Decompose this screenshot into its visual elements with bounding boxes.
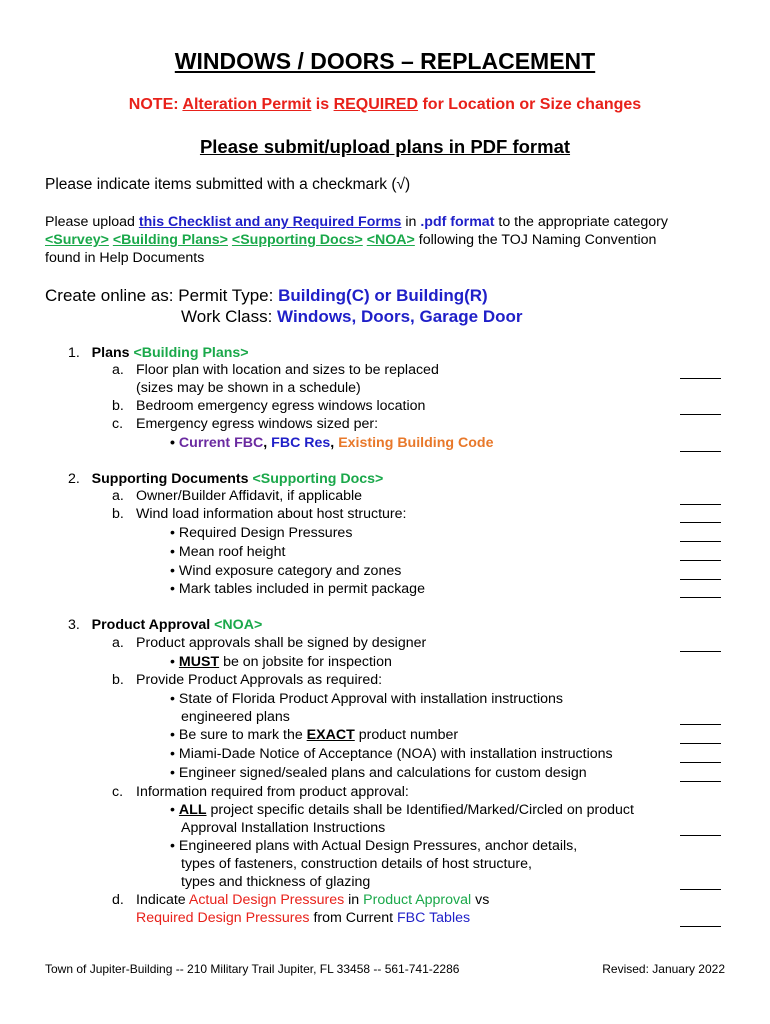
list-item: • Wind exposure category and zones (170, 563, 401, 579)
item-text: Be sure to mark the (178, 727, 307, 743)
checkmark-line[interactable] (680, 451, 721, 452)
item-text: types and thickness of glazing (181, 874, 371, 890)
item-letter: a. (112, 635, 124, 651)
item-text (136, 910, 470, 926)
item-letter: c. (112, 416, 124, 432)
section-title: Product Approval (91, 617, 211, 633)
checkmark-line[interactable] (680, 378, 721, 379)
section-tag: <Building Plans> (133, 345, 249, 361)
checkmark-line[interactable] (680, 781, 721, 782)
work-class-line (181, 307, 522, 327)
checkmark-line[interactable] (680, 560, 721, 561)
item-text: (sizes may be shown in a schedule) (136, 380, 361, 396)
checkmark-line[interactable] (680, 597, 721, 598)
checkmark-line[interactable] (680, 651, 721, 652)
code-bullet (170, 435, 493, 451)
item-text: project specific details shall be Identified/Marked/Circled on product (206, 802, 634, 818)
checkmark-line[interactable] (680, 579, 721, 580)
required-pressures-text: Required Design Pressures (136, 910, 310, 926)
note-is: is (311, 96, 334, 113)
item-text: types of fasteners, construction details of host structure, (181, 856, 532, 872)
list-item (170, 802, 634, 818)
checkmark-line[interactable] (680, 414, 721, 415)
item-text: from Current (309, 910, 398, 926)
note-permit: Alteration Permit (182, 96, 312, 113)
list-item: • Required Design Pressures (170, 525, 352, 541)
item-text: vs (471, 892, 490, 908)
item-text: Indicate (136, 892, 189, 908)
item-text: Product approvals shall be signed by designer (136, 635, 427, 651)
separator: , (263, 435, 272, 451)
section-number: 1. (68, 345, 80, 361)
section-3-heading (68, 617, 262, 633)
section-title: Plans (91, 345, 130, 361)
upload-text: to the appropriate category (494, 214, 668, 230)
section-number: 3. (68, 617, 80, 633)
list-item: • Miami-Dade Notice of Acceptance (NOA) with installation instructions (170, 746, 613, 762)
all-text: ALL (178, 802, 207, 818)
checkmark-line[interactable] (680, 835, 721, 836)
item-letter: a. (112, 488, 124, 504)
upload-text: Please upload (45, 214, 139, 230)
product-approval-text: Product Approval (363, 892, 472, 908)
item-text: Emergency egress windows sized per: (136, 416, 379, 432)
item-letter: a. (112, 362, 124, 378)
item-text: Wind load information about host structure: (136, 506, 407, 522)
work-class-label: Work Class: (181, 307, 278, 326)
section-number: 2. (68, 471, 80, 487)
list-item (170, 654, 392, 670)
section-tag: <Supporting Docs> (252, 471, 384, 487)
building-plans-category-link[interactable]: <Building Plans> (112, 232, 228, 248)
note-lead: NOTE: (128, 96, 183, 113)
item-text (136, 892, 489, 908)
fbc-res-text: FBC Res (271, 435, 331, 451)
survey-category-link[interactable]: <Survey> (45, 232, 109, 248)
item-text: Information required from product approval: (136, 784, 409, 800)
work-class-value: Windows, Doors, Garage Door (277, 307, 523, 326)
footer-revised: Revised: January 2022 (602, 962, 725, 976)
list-item: • Engineer signed/sealed plans and calculations for custom design (170, 765, 587, 781)
permit-type-label: Create online as: Permit Type: (45, 286, 279, 305)
upload-line-2 (45, 232, 656, 248)
upload-text: following the TOJ Naming Convention (414, 232, 657, 248)
checkmark-line[interactable] (680, 724, 721, 725)
supporting-docs-category-link[interactable]: <Supporting Docs> (231, 232, 363, 248)
page-title: WINDOWS / DOORS – REPLACEMENT (174, 48, 596, 74)
item-text: engineered plans (181, 709, 290, 725)
pdf-format-text: .pdf format (420, 214, 495, 230)
checkmark-line[interactable] (680, 522, 721, 523)
existing-code-text: Existing Building Code (338, 435, 494, 451)
footer-address: Town of Jupiter-Building -- 210 Military Trail Jupiter, FL 33458 -- 561-741-2286 (45, 962, 460, 976)
list-item (170, 727, 458, 743)
item-letter: d. (112, 892, 124, 908)
noa-category-link[interactable]: <NOA> (366, 232, 415, 248)
checkmark-instruction: Please indicate items submitted with a checkmark (√) (45, 176, 411, 193)
checkmark-line[interactable] (680, 926, 721, 927)
checkmark-line[interactable] (680, 743, 721, 744)
note-required: REQUIRED (333, 96, 419, 113)
note-tail: for Location or Size changes (418, 96, 642, 113)
item-text: in (344, 892, 364, 908)
alteration-note (0, 96, 770, 114)
item-letter: b. (112, 672, 124, 688)
upload-line-3: found in Help Documents (45, 250, 205, 266)
item-text: product number (354, 727, 459, 743)
pdf-format-heading: Please submit/upload plans in PDF format (199, 136, 571, 157)
list-item: • Engineered plans with Actual Design Pressures, anchor details, (170, 838, 577, 854)
upload-text: in (401, 214, 421, 230)
section-2-heading (68, 471, 383, 487)
fbc-tables-text: FBC Tables (397, 910, 471, 926)
checkmark-line[interactable] (680, 541, 721, 542)
checkmark-line[interactable] (680, 889, 721, 890)
actual-pressures-text: Actual Design Pressures (188, 892, 345, 908)
checkmark-line[interactable] (680, 762, 721, 763)
checkmark-line[interactable] (680, 504, 721, 505)
item-letter: c. (112, 784, 124, 800)
item-text: Owner/Builder Affidavit, if applicable (136, 488, 363, 504)
section-title: Supporting Documents (91, 471, 249, 487)
list-item: • Mean roof height (170, 544, 285, 560)
section-tag: <NOA> (214, 617, 263, 633)
item-text: Provide Product Approvals as required: (136, 672, 383, 688)
exact-text: EXACT (306, 727, 355, 743)
list-item: • Mark tables included in permit package (170, 581, 425, 597)
item-text: Approval Installation Instructions (181, 820, 386, 836)
checklist-forms-link[interactable]: this Checklist and any Required Forms (138, 214, 402, 230)
must-text: MUST (178, 654, 220, 670)
item-text: Bedroom emergency egress windows location (136, 398, 426, 414)
permit-type-line (45, 286, 488, 306)
separator: , (330, 435, 339, 451)
item-letter: b. (112, 506, 124, 522)
current-fbc-text: Current FBC (178, 435, 264, 451)
item-text: Floor plan with location and sizes to be replaced (136, 362, 439, 378)
list-item: • State of Florida Product Approval with installation instructions (170, 691, 563, 707)
item-letter: b. (112, 398, 124, 414)
item-text: be on jobsite for inspection (219, 654, 392, 670)
section-1-heading (68, 345, 249, 361)
upload-line-1 (45, 214, 668, 230)
permit-type-value: Building(C) or Building(R) (278, 286, 488, 305)
